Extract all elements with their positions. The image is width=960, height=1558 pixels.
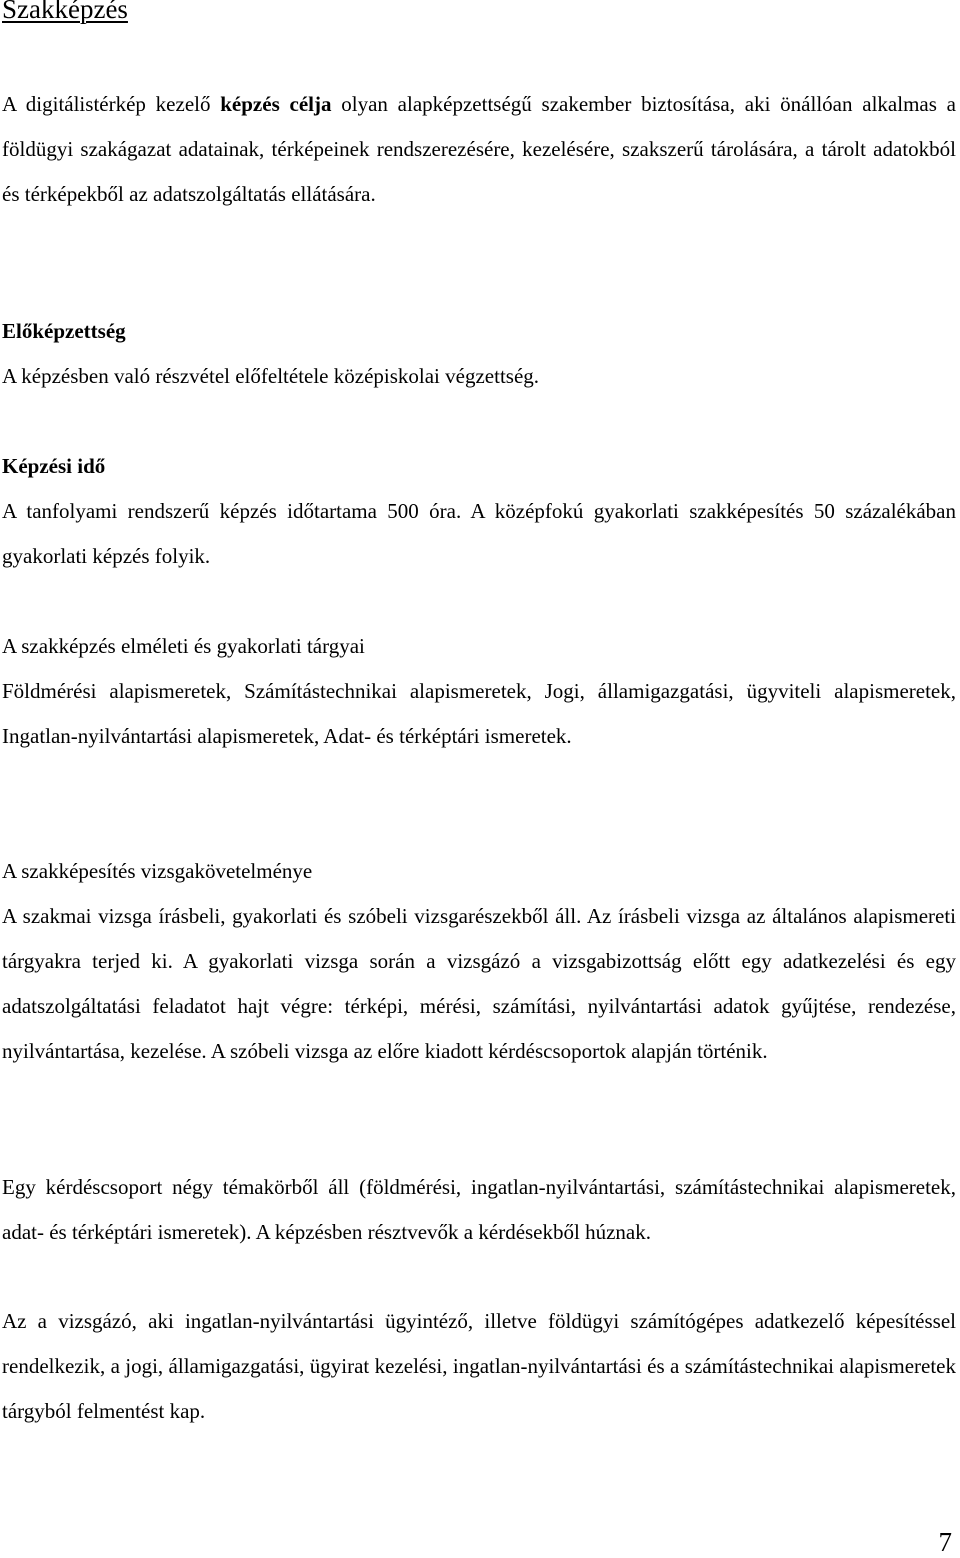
- intro-bold-term: képzés célja: [220, 92, 332, 116]
- intro-text-start: A digitálistérkép kezelő: [2, 92, 221, 116]
- subjects-heading: A szakképzés elméleti és gyakorlati tárgyai: [2, 634, 365, 658]
- question-groups-text: Egy kérdéscsoport négy témakörből áll (földmérési, ingatlan-nyilvántartási, számítástechnikai alapismeretek, adat- és térképtári ismeretek). A képzésben résztvevők a kérdésekből húznak.: [2, 1175, 956, 1244]
- duration-heading: Képzési idő: [2, 454, 106, 478]
- page-title: Szakképzés: [2, 0, 128, 24]
- page-number: 7: [938, 1527, 952, 1557]
- subjects-text: Földmérési alapismeretek, Számítástechnikai alapismeretek, Jogi, államigazgatási, ügyviteli alapismeretek, Ingatlan-nyilvántartási alapismeretek, Adat- és térképtári ismeretek.: [2, 679, 956, 748]
- exemption-text: Az a vizsgázó, aki ingatlan-nyilvántartási ügyintéző, illetve földügyi számítógépes adatkezelő képesítéssel rendelkezik, a jogi, államigazgatási, ügyirat kezelési, ingatlan-nyilvántartási és a számítástechnikai alapismeretek tárgyból felmentést kap.: [2, 1309, 956, 1423]
- intro-paragraph: [2, 82, 956, 217]
- exam-text: A szakmai vizsga írásbeli, gyakorlati és szóbeli vizsgarészekből áll. Az írásbeli vizsga az általános alapismereti tárgyakra terjed ki. A gyakorlati vizsga során a vizsgázó a vizsgabizottság előtt egy adatkezelési és egy adatszolgáltatási feladatot hajt végre: térképi, mérési, számítási, nyilvántartási adatok gyűjtése, rendezése, nyilvántartása, kezelése. A szóbeli vizsga az előre kiadott kérdéscsoportok alapján történik.: [2, 904, 956, 1063]
- duration-text: A tanfolyami rendszerű képzés időtartama 500 óra. A középfokú gyakorlati szakképesítés 50 százalékában gyakorlati képzés folyik.: [2, 499, 956, 568]
- exam-heading: A szakképesítés vizsgakövetelménye: [2, 859, 313, 883]
- intro-text-rest: olyan alapképzettségű szakember biztosítása, aki önállóan alkalmas a földügyi szakágazat adatainak, térképeinek rendszerezésére, kezelésére, szakszerű tárolására, a tárolt adatokból és térképekből az adatszolgáltatás ellátására.: [2, 92, 956, 206]
- prerequisite-text: A képzésben való részvétel előfeltétele középiskolai végzettség.: [2, 364, 540, 388]
- prerequisite-heading: Előképzettség: [2, 319, 126, 343]
